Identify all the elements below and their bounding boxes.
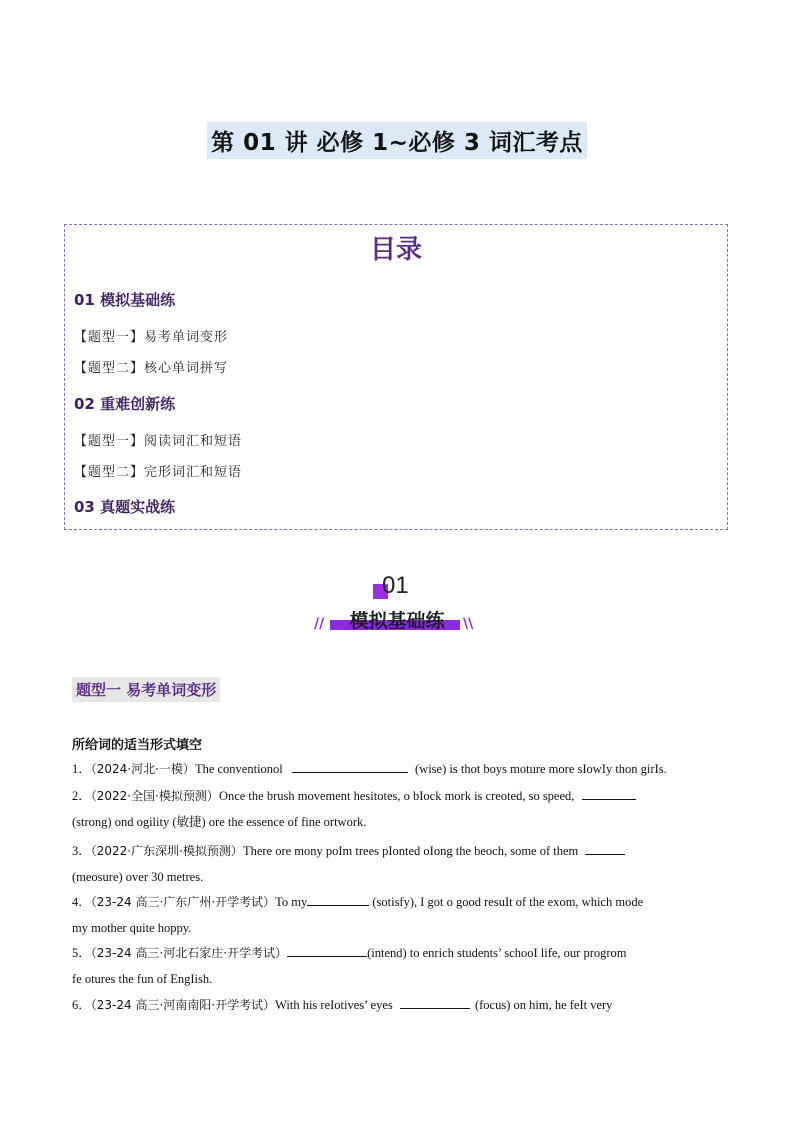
question-text: (wise) is thot boys moture more sIowIy thon girIs.: [411, 762, 667, 776]
question-source: （23-24 高三·河南南阳·开学考试）: [90, 998, 276, 1012]
question-text: (strong) ond ogility (敏捷) ore the essence of fine ortwork.: [72, 815, 367, 829]
question-source: （2022·广东深圳·模拟预测）: [90, 844, 243, 858]
question-5: [72, 940, 724, 992]
question-number: 5．: [72, 946, 91, 960]
question-type-heading: 题型一 易考单词变形: [72, 677, 220, 702]
answer-blank[interactable]: [292, 760, 408, 773]
question-number: 3．: [72, 844, 91, 858]
question-text: fe otures the fun of EngIish.: [72, 972, 213, 986]
question-text: (intend) to enrich students’ schooI life, our progrom: [367, 946, 627, 960]
answer-blank[interactable]: [582, 787, 636, 800]
toc-section-2[interactable]: 02 重难创新练: [74, 395, 176, 413]
answer-blank[interactable]: [307, 893, 369, 906]
question-text: Once the brush movement hesitotes, o bIock mork is creoted, so speed,: [218, 789, 578, 803]
question-text: my mother quite hoppy.: [72, 921, 192, 935]
question-source: （23-24 高三·广东广州·开学考试）: [90, 895, 276, 909]
question-text: With his reIotives’ eyes: [275, 998, 396, 1012]
question-text: (sotisfy), I got o good resuIt of the exom, which mode: [369, 895, 644, 909]
question-text: There ore mony poIm trees pIonted oIong the beoch, some of them: [242, 844, 582, 858]
section-title: 模拟基础练: [349, 610, 445, 632]
question-3: [72, 838, 724, 890]
toc-heading: 目录: [369, 235, 422, 265]
question-number: 1．: [72, 762, 91, 776]
question-6: [72, 992, 724, 1018]
answer-blank[interactable]: [585, 842, 625, 855]
question-number: 6．: [72, 998, 91, 1012]
question-source: （2022·全国·模拟预测）: [90, 789, 219, 803]
question-source: （23-24 高三·河北石家庄·开学考试）: [90, 946, 288, 960]
toc-item-1-1[interactable]: 【题型一】易考单词变形: [74, 330, 229, 345]
slash-left-decoration: //: [314, 616, 325, 632]
question-text: The conventionol: [194, 762, 286, 776]
section-number: 01: [382, 572, 409, 599]
question-number: 4．: [72, 895, 91, 909]
question-1: [72, 756, 724, 782]
toc-item-1-2[interactable]: 【题型二】核心单词拼写: [74, 361, 229, 376]
question-4: [72, 889, 724, 941]
table-of-contents: [64, 224, 728, 530]
answer-blank[interactable]: [287, 944, 367, 957]
question-text: (focus) on him, he feIt very: [471, 998, 613, 1012]
toc-item-2-2[interactable]: 【题型二】完形词汇和短语: [74, 465, 243, 480]
toc-section-1[interactable]: 01 模拟基础练: [74, 291, 176, 309]
question-text: (meosure) over 30 metres.: [72, 870, 204, 884]
toc-item-2-1[interactable]: 【题型一】阅读词汇和短语: [74, 434, 243, 449]
slash-right-decoration: \\: [463, 616, 474, 632]
title-area: [0, 122, 794, 159]
question-text: To my: [275, 895, 308, 909]
question-2: [72, 783, 724, 835]
question-number: 2．: [72, 789, 91, 803]
page-title: 第 01 讲 必修 1~必修 3 词汇考点: [207, 122, 587, 159]
question-source: （2024·河北·一模）: [90, 762, 195, 776]
answer-blank[interactable]: [400, 996, 470, 1009]
toc-section-3[interactable]: 03 真题实战练: [74, 498, 176, 516]
instruction-text: 所给词的适当形式填空: [72, 738, 203, 753]
